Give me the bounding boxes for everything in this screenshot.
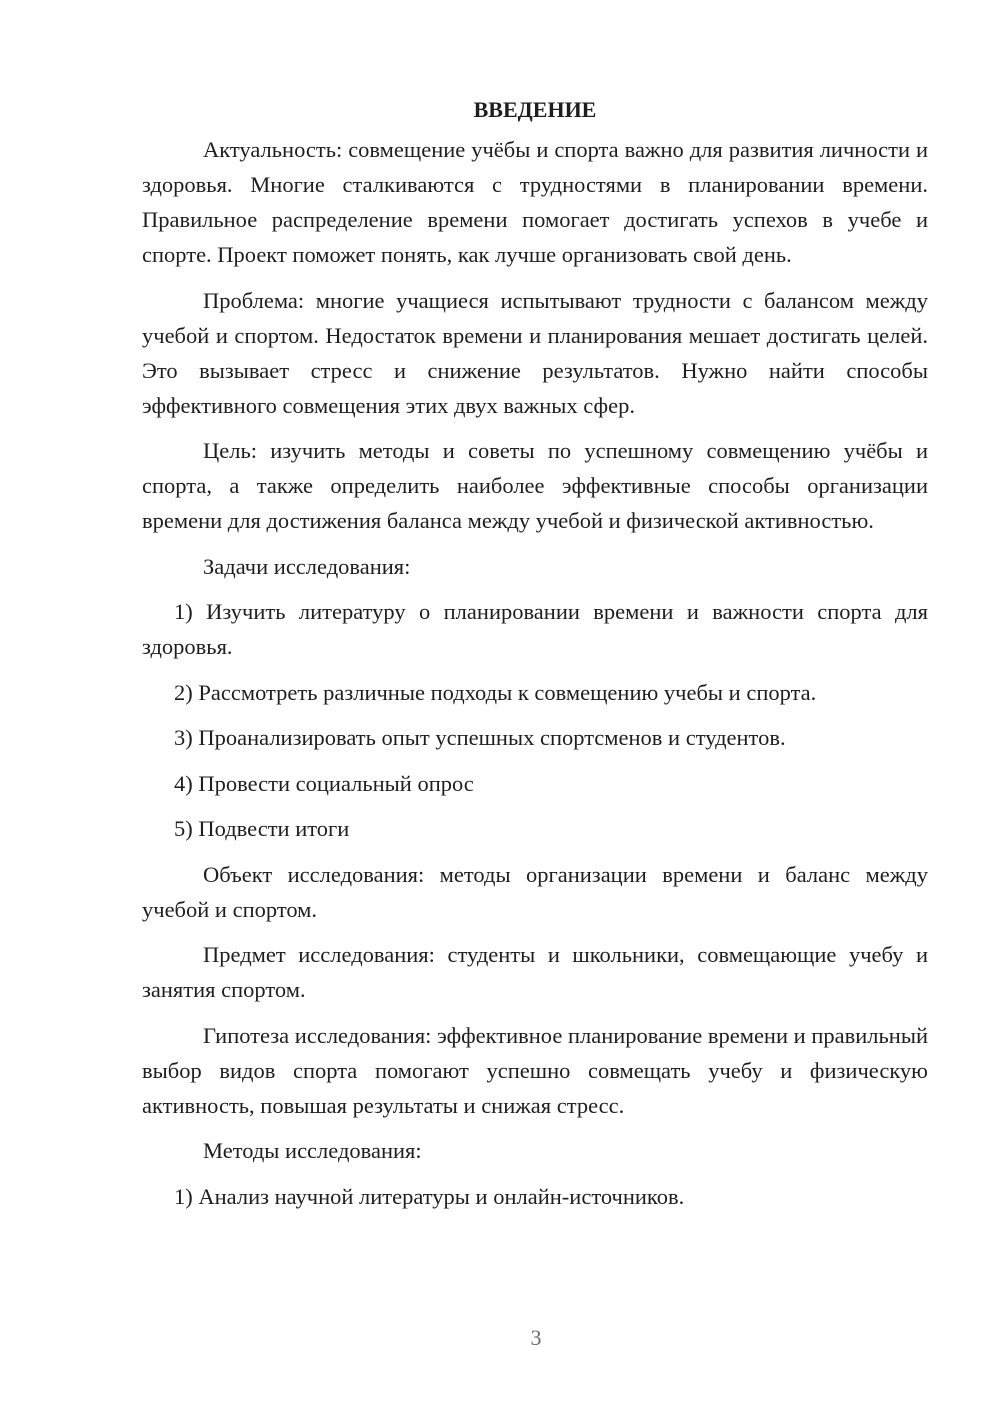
methods-heading: Методы исследования:	[203, 1138, 422, 1163]
subject-paragraph: Предмет исследования: студенты и школьники, совмещающие учебу и занятия спортом.	[142, 942, 928, 1002]
task-item: 4) Провести социальный опрос	[174, 770, 474, 796]
hypothesis-paragraph: Гипотеза исследования: эффективное планирование времени и правильный выбор видов спорта помогают успешно совмещать учебу и физическую активность, повышая результаты и снижая стресс.	[142, 1022, 928, 1118]
task-item: 3) Проанализировать опыт успешных спортсменов и студентов.	[174, 725, 786, 750]
relevance-paragraph: Актуальность: совмещение учёбы и спорта важно для развития личности и здоровья. Многие сталкиваются с трудностями в планировании времени. Правильное распределение времени помогает достигать успехов в учебе и спорте. Проект поможет понять, как лучше организовать свой день.	[142, 137, 928, 267]
tasks-heading: Задачи исследования:	[203, 553, 411, 579]
method-item: 1) Анализ научной литературы и онлайн-источников.	[174, 1183, 685, 1209]
goal-paragraph: Цель: изучить методы и советы по успешному совмещению учёбы и спорта, а также определить наиболее эффективные способы организации времени для достижения баланса между учебой и физической активностью.	[142, 438, 928, 533]
object-paragraph: Объект исследования: методы организации времени и баланс между учебой и спортом.	[142, 861, 928, 922]
task-item: 2) Рассмотреть различные подходы к совмещению учебы и спорта.	[174, 679, 817, 705]
page-number: 3	[530, 1325, 542, 1350]
document-page	[142, 92, 928, 1224]
section-title: ВВЕДЕНИЕ	[473, 97, 597, 122]
problem-paragraph: Проблема: многие учащиеся испытывают трудности с балансом между учебой и спортом. Недостаток времени и планирования мешает достигать целей. Это вызывает стресс и снижение результатов. Нужно найти способы эффективного совмещения этих двух важных сфер.	[142, 287, 928, 418]
task-item: 1) Изучить литературу о планировании времени и важности спорта для здоровья.	[142, 599, 928, 659]
task-item: 5) Подвести итоги	[174, 816, 350, 841]
